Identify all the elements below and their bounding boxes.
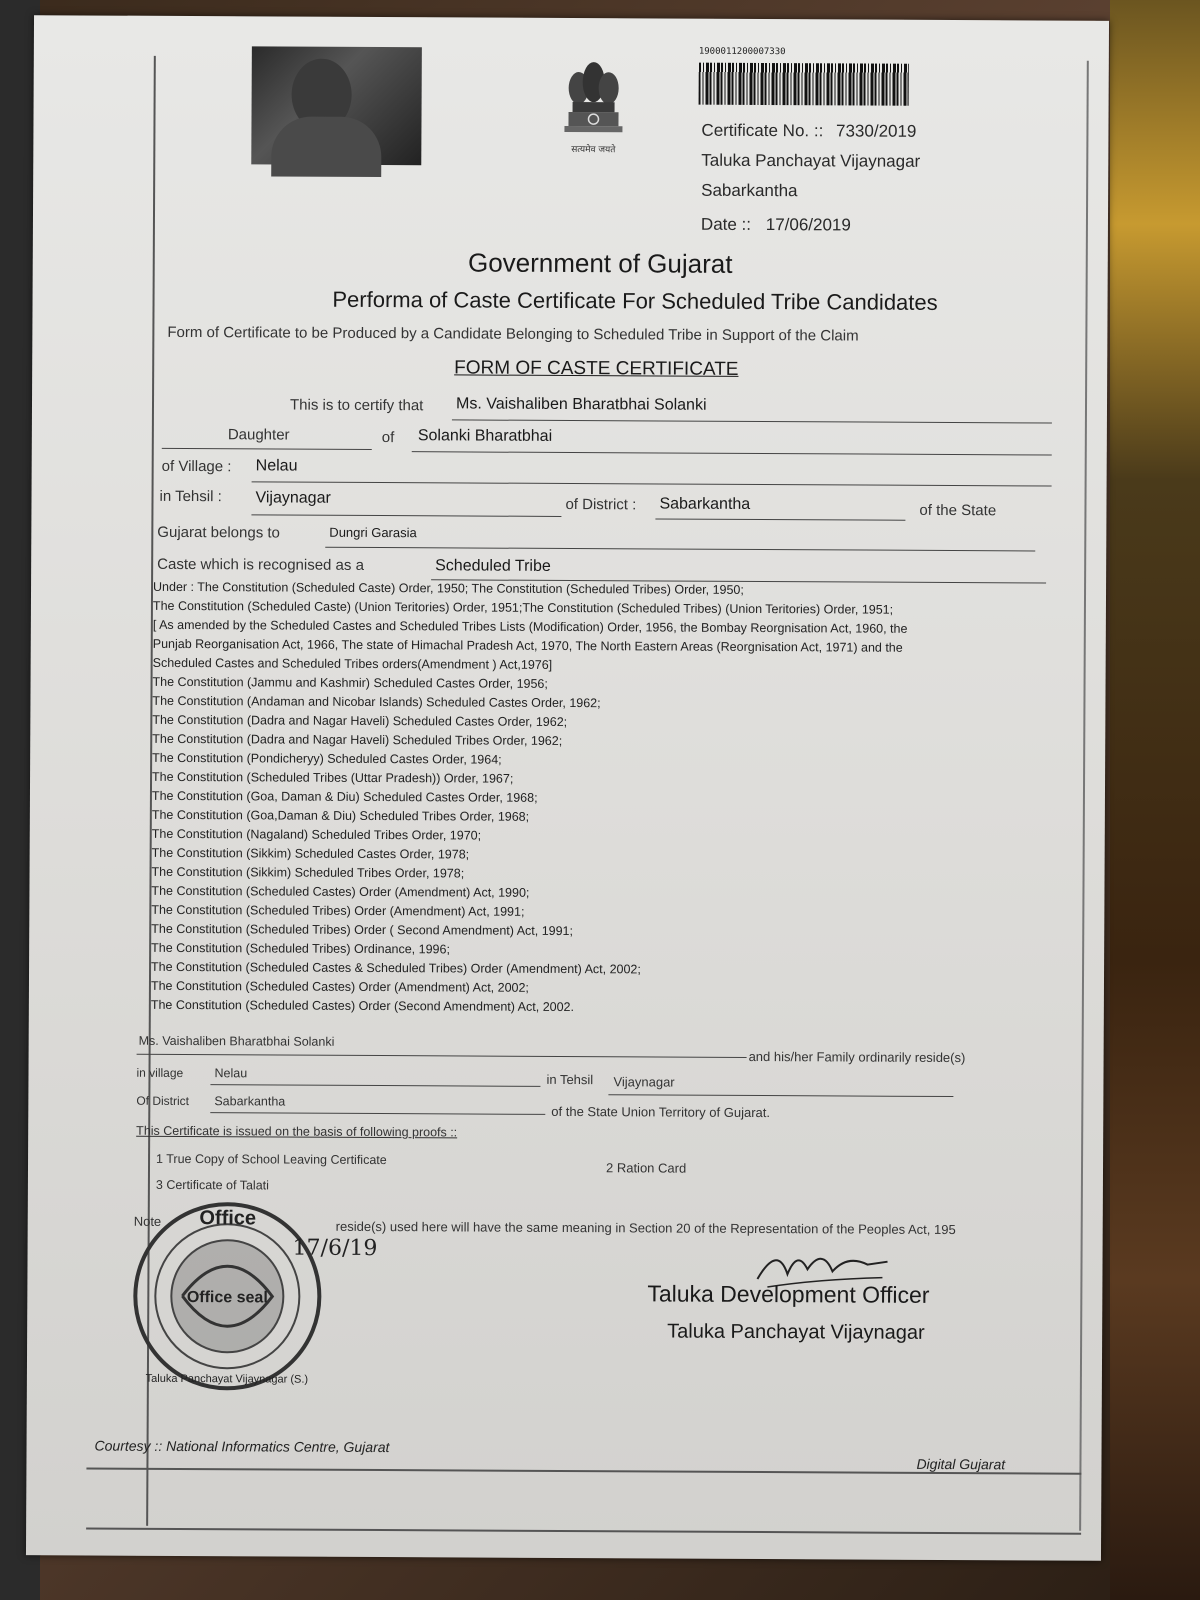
recognised-label: Caste which is recognised as a: [157, 555, 364, 574]
seal-center-text: Office seal: [186, 1289, 268, 1307]
certify-label: This is to certify that: [289, 396, 424, 415]
date-label: Date ::: [700, 214, 752, 234]
order-line: The Constitution (Scheduled Tribes (Uttar Pradesh)) Order, 1967;: [152, 769, 514, 786]
underline: [137, 1054, 747, 1058]
underline: [325, 547, 1035, 552]
underline: [210, 1112, 545, 1115]
proof-item: 2 Ration Card: [605, 1160, 687, 1176]
barcode: [699, 63, 909, 106]
order-line: The Constitution (Dadra and Nagar Haveli) Scheduled Castes Order, 1962;: [152, 712, 568, 729]
order-line: Punjab Reorganisation Act, 1966, The state of Himachal Pradesh Act, 1970, The North Eastern Areas (Reorgnisation Act, 1971) and the: [152, 636, 903, 655]
reside-label: and his/her Family ordinarily reside(s): [748, 1048, 966, 1066]
title-government: Government of Gujarat: [467, 247, 733, 279]
underline: [210, 1084, 540, 1087]
res-village-value: Nelau: [214, 1066, 248, 1081]
underline: [608, 1094, 953, 1097]
category-value: Scheduled Tribe: [435, 557, 551, 575]
note-text: reside(s) used here will have the same meaning in Section 20 of the Representation of the Peoples Act, 195: [335, 1218, 956, 1238]
parent-name: Solanki Bharatbhai: [417, 427, 553, 445]
order-line: The Constitution (Nagaland) Scheduled Tribes Order, 1970;: [151, 826, 482, 843]
officer-office: Taluka Panchayat Vijaynagar: [667, 1320, 925, 1344]
divider: [86, 1527, 1081, 1534]
seal-ring-text: Taluka Panchayat Vijaynagar (S.): [145, 1372, 309, 1386]
res-district-label: Of District: [136, 1093, 190, 1109]
order-line: The Constitution (Sikkim) Scheduled Tribes Order, 1978;: [151, 864, 465, 881]
emblem-icon: [558, 50, 628, 140]
underline: [252, 481, 1052, 486]
tehsil-value: Vijaynagar: [255, 489, 331, 507]
underline: [162, 448, 372, 450]
order-line: The Constitution (Scheduled Tribes) Ordinance, 1996;: [151, 940, 450, 957]
order-line: The Constitution (Andaman and Nicobar Islands) Scheduled Castes Order, 1962;: [152, 693, 601, 711]
underline: [251, 514, 561, 517]
photo-body: [271, 116, 381, 177]
background-right: [1110, 0, 1200, 1600]
order-line: The Constitution (Dadra and Nagar Haveli) Scheduled Tribes Order, 1962;: [152, 731, 563, 748]
order-line: The Constitution (Scheduled Tribes) Order ( Second Amendment) Act, 1991;: [151, 921, 574, 939]
order-line: The Constitution (Scheduled Castes & Scheduled Tribes) Order (Amendment) Act, 2002;: [151, 959, 641, 977]
caste-value: Dungri Garasia: [329, 524, 417, 541]
proof-item: 3 Certificate of Talati: [155, 1177, 269, 1193]
certificate-no: 7330/2019: [836, 121, 917, 141]
order-line: [ As amended by the Scheduled Castes and Scheduled Tribes Lists (Modification) Order, 1956, the Bombay Reorgnisation Act, 1960, the: [152, 617, 908, 636]
village-value: Nelau: [255, 457, 298, 475]
title-performa: Performa of Caste Certificate For Scheduled Tribe Candidates: [332, 286, 938, 315]
order-line: Under : The Constitution (Scheduled Caste) Order, 1950; The Constitution (Scheduled Tribes) Order, 1950;: [153, 579, 744, 597]
emblem-caption: सत्यमेव जयते: [571, 145, 616, 156]
order-line: The Constitution (Scheduled Castes) Order (Second Amendment) Act, 2002.: [150, 997, 575, 1015]
district-value: Sabarkantha: [659, 495, 751, 513]
order-line: The Constitution (Goa, Daman & Diu) Scheduled Castes Order, 1968;: [151, 788, 538, 805]
order-line: The Constitution (Scheduled Caste) (Union Teritories) Order, 1951;The Constitution (Scheduled Tribes) (Union Teritories) Order, 1951;: [152, 598, 894, 617]
village-label: of Village :: [161, 457, 232, 476]
office-seal: [127, 1196, 378, 1397]
of-label: of: [381, 429, 395, 447]
district-label: of District :: [565, 495, 637, 514]
issuer-line2: Sabarkantha: [701, 180, 798, 201]
order-line: The Constitution (Jammu and Kashmir) Scheduled Castes Order, 1956;: [152, 674, 548, 691]
relation-label: Daughter: [227, 426, 290, 444]
res-district-value: Sabarkantha: [214, 1094, 286, 1109]
res-village-label: in village: [136, 1065, 184, 1080]
note-prefix: Note: [133, 1213, 162, 1229]
candidate-name: Ms. Vaishaliben Bharatbhai Solanki: [455, 395, 707, 414]
certificate-number-line: [701, 121, 916, 142]
certificate-paper: [26, 15, 1109, 1561]
state-label: of the State: [919, 501, 997, 520]
underline: [452, 419, 1052, 423]
seal-date-scrawl: 17/6/19: [292, 1235, 378, 1262]
residence-name: Ms. Vaishaliben Bharatbhai Solanki: [138, 1033, 335, 1049]
res-state-label: of the State Union Territory of Gujarat.: [551, 1103, 771, 1121]
barcode-number: 1900011200007330: [698, 46, 786, 58]
seal-top-text: Office: [199, 1207, 257, 1230]
res-tehsil-value: Vijaynagar: [613, 1074, 675, 1090]
order-line: The Constitution (Pondicheryy) Scheduled Castes Order, 1964;: [152, 750, 502, 767]
footer-courtesy: Courtesy :: National Informatics Centre, Gujarat: [94, 1437, 390, 1456]
order-line: The Constitution (Scheduled Tribes) Order (Amendment) Act, 1991;: [151, 902, 525, 919]
certificate-no-label: Certificate No. ::: [701, 120, 824, 141]
underline: [655, 518, 905, 520]
proofs-heading: This Certificate is issued on the basis of following proofs ::: [136, 1123, 458, 1140]
date-value: 17/06/2019: [765, 215, 851, 235]
issuer-line1: Taluka Panchayat Vijaynagar: [701, 150, 921, 171]
res-tehsil-label: in Tehsil: [546, 1071, 594, 1088]
form-heading: FORM OF CASTE CERTIFICATE: [454, 357, 739, 380]
candidate-photo: [251, 46, 422, 165]
footer-digital: Digital Gujarat: [916, 1455, 1006, 1473]
gujarat-label: Gujarat belongs to: [157, 523, 280, 542]
underline: [412, 451, 1052, 455]
order-line: The Constitution (Sikkim) Scheduled Castes Order, 1978;: [151, 845, 470, 862]
order-line: Scheduled Castes and Scheduled Tribes orders(Amendment ) Act,1976]: [152, 655, 553, 672]
officer-title: Taluka Development Officer: [647, 1280, 930, 1308]
constitution-orders: [151, 578, 1013, 1019]
date-line: [701, 215, 851, 236]
order-line: The Constitution (Goa,Daman & Diu) Scheduled Tribes Order, 1968;: [151, 807, 530, 824]
tehsil-label: in Tehsil :: [159, 487, 222, 506]
order-line: The Constitution (Scheduled Castes) Order (Amendment) Act, 1990;: [151, 883, 530, 900]
proof-item: 1 True Copy of School Leaving Certificate: [156, 1151, 387, 1168]
title-claim: Form of Certificate to be Produced by a Candidate Belonging to Scheduled Tribe in Support of the Claim: [167, 323, 859, 345]
national-emblem: [553, 50, 634, 160]
order-line: The Constitution (Scheduled Castes) Order (Amendment) Act, 2002;: [150, 978, 529, 995]
